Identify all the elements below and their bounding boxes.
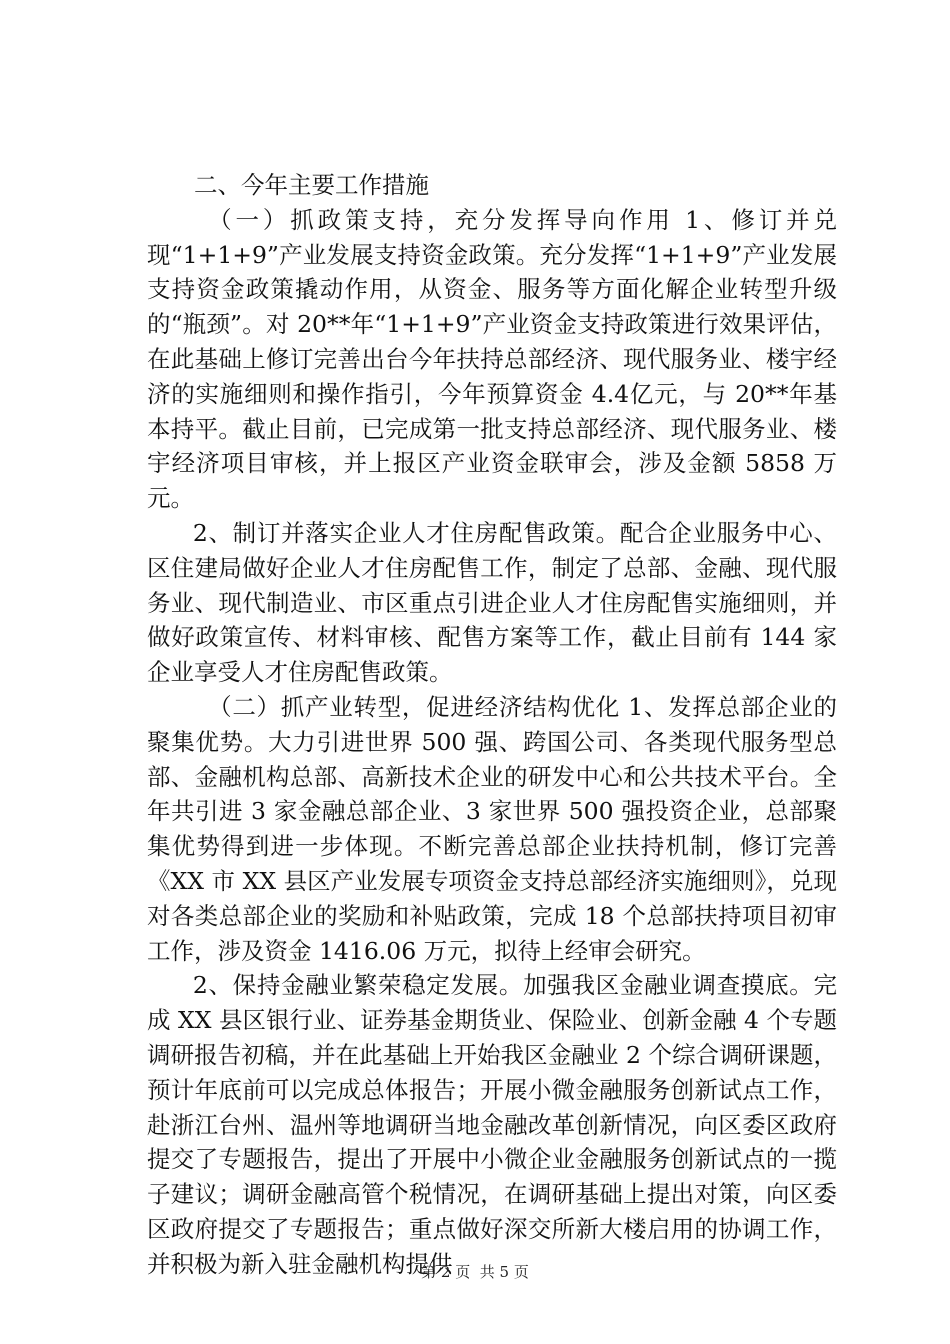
paragraph-financial-industry: 2、保持金融业繁荣稳定发展。加强我区金融业调查摸底。完成 XX 县区银行业、证券基金期货业、保险业、创新金融 4 个专题调研报告初稿，并在此基础上开始我区金融业 2 个综合调研课题，预计年底前可以完成总体报告；开展小微金融服务创新试点工作，赴浙江台州、温州等地调研当地金融改革创新情况，向区委区政府提交了专题报告，提出了开展中小微企业金融服务创新试点的一揽子建议；调研金融高管个税情况，在调研基础上提出对策，向区委区政府提交了专题报告；重点做好深交所新大楼启用的协调工作，并积极为新入驻金融机构提供 xyxy=(147,971,837,1278)
page-footer xyxy=(0,1262,950,1282)
section-heading: 二、今年主要工作措施 xyxy=(194,171,429,199)
paragraph-industrial-transformation: （二）抓产业转型，促进经济结构优化 1、发挥总部企业的聚集优势。大力引进世界 500 强、跨国公司、各类现代服务型总部、金融机构总部、高新技术企业的研发中心和公共技术平台。全年共引进 3 家金融总部企业、3 家世界 500 强投资企业，总部聚集优势得到进一步体现。不断完善总部企业扶持机制，修订完善《XX 市 XX 县区产业发展专项资金支持总部经济实施细则》，兑现对各类总部企业的奖励和补贴政策，完成 18 个总部扶持项目初审工作，涉及资金 1416.06 万元，拟待上经审会研究。 xyxy=(147,692,837,965)
paragraph-policy-support: （一）抓政策支持，充分发挥导向作用 1、修订并兑现“1+1+9”产业发展支持资金政策。充分发挥“1+1+9”产业发展支持资金政策撬动作用，从资金、服务等方面化解企业转型升级的“瓶颈”。对 20**年“1+1+9”产业资金支持政策进行效果评估，在此基础上修订完善出台今年扶持总部经济、现代服务业、楼宇经济的实施细则和操作指引，今年预算资金 4.4亿元，与 20**年基本持平。截止目前，已完成第一批支持总部经济、现代服务业、楼宇经济项目审核，并上报区产业资金联审会，涉及金额 5858 万元。 xyxy=(147,205,837,513)
paragraph-talent-housing: 2、制订并落实企业人才住房配售政策。配合企业服务中心、区住建局做好企业人才住房配售工作，制定了总部、金融、现代服务业、现代制造业、市区重点引进企业人才住房配售实施细则，并做好政策宣传、材料审核、配售方案等工作，截止目前有 144 家企业享受人才住房配售政策。 xyxy=(147,518,837,687)
document-body xyxy=(147,168,837,1282)
page-number-label: 第 2 页 共 5 页 xyxy=(421,1263,529,1281)
